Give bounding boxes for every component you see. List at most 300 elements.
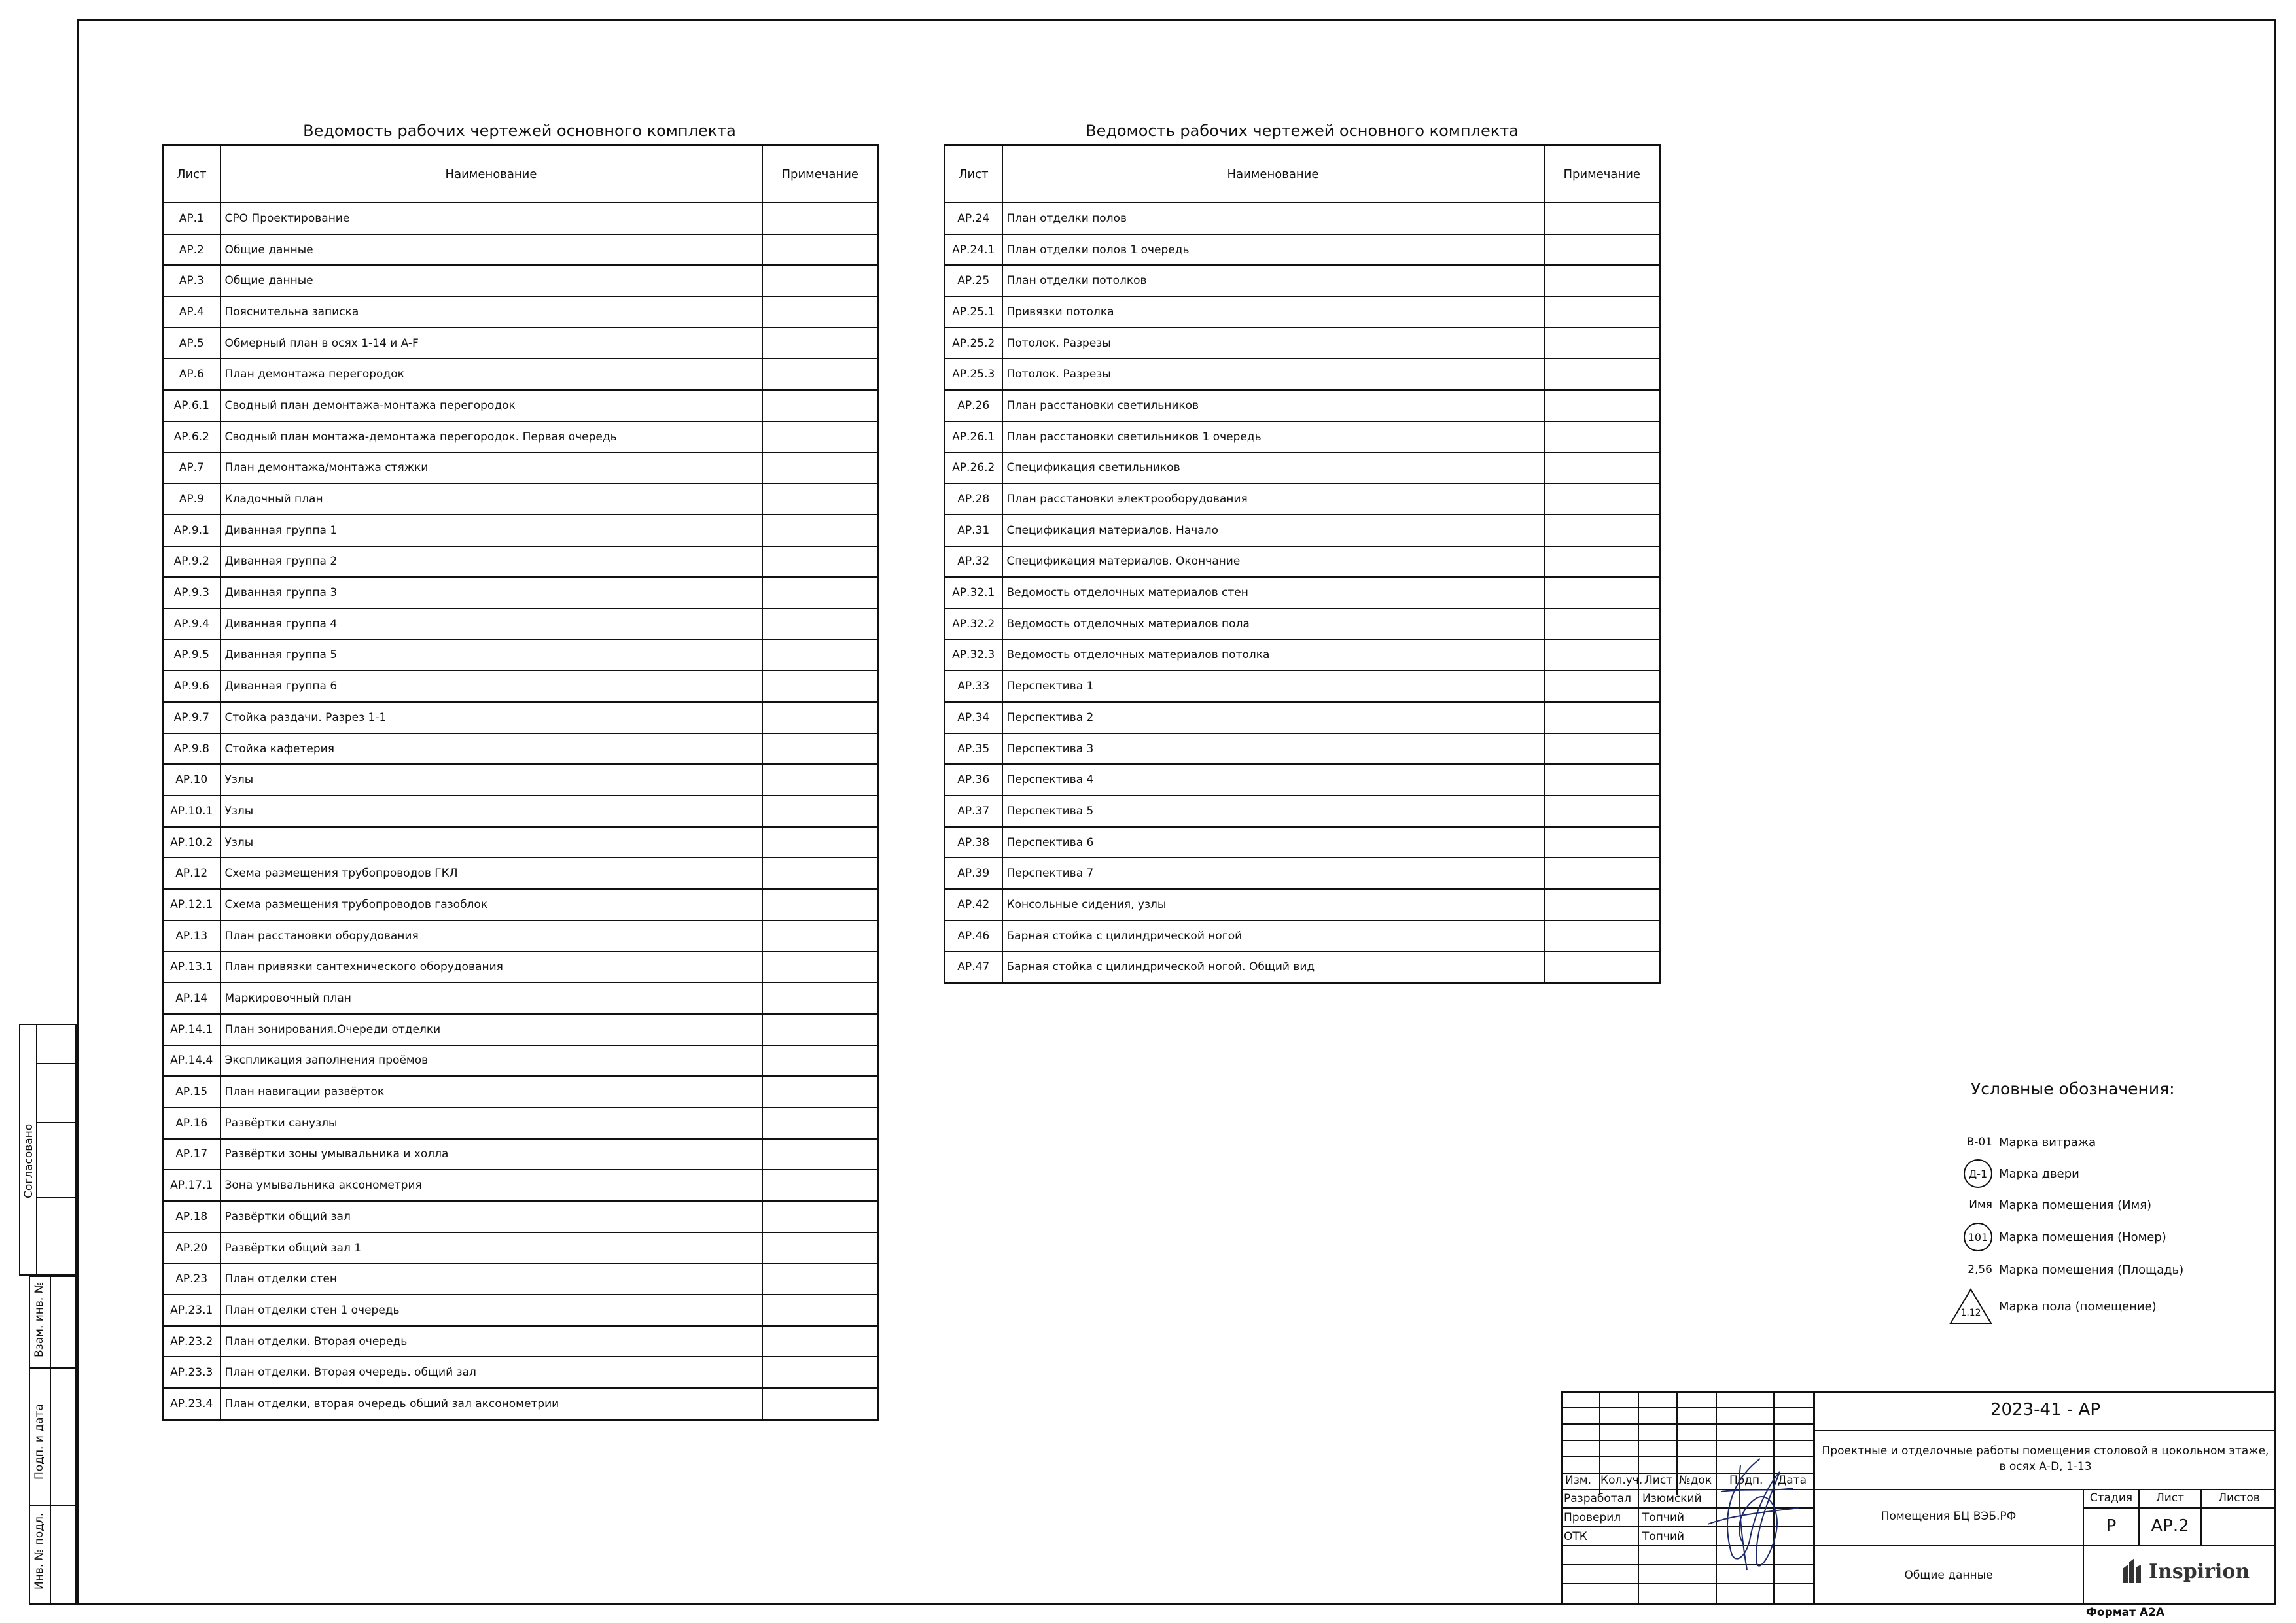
tb-col-doc: №док (1679, 1474, 1712, 1487)
sheet-code: АР.14.1 (163, 1014, 221, 1045)
col-header-note: Примечание (1544, 145, 1661, 203)
sheet-code: АР.7 (163, 453, 221, 484)
table-row (163, 827, 879, 858)
sheet-code: АР.9.2 (163, 546, 221, 578)
sheet-title: План расстановки светильников (1002, 390, 1544, 421)
table-row (945, 858, 1661, 889)
sheet-note (1544, 858, 1661, 889)
legend-label: Марка помещения (Площадь) (1999, 1263, 2184, 1277)
sheet-title: Узлы (221, 795, 762, 827)
sheet-note (1544, 795, 1661, 827)
sheet-code: АР.24.1 (945, 234, 1002, 266)
sheet-title: СРО Проектирование (221, 203, 762, 234)
sheet-code: АР.10 (163, 764, 221, 795)
table-row (945, 265, 1661, 296)
table-row (163, 358, 879, 390)
sheet-title: Перспектива 2 (1002, 702, 1544, 733)
sheet-title: Диванная группа 2 (221, 546, 762, 578)
sheet-note (762, 1295, 879, 1326)
sheet-title: План отделки. Вторая очередь. общий зал (221, 1357, 762, 1388)
legend-mark-window: В-01 (1966, 1136, 1992, 1149)
table-row (163, 1326, 879, 1357)
table-row (945, 577, 1661, 608)
sheet-title: План отделки. Вторая очередь (221, 1326, 762, 1357)
sheet-code: АР.24 (945, 203, 1002, 234)
table-row (945, 733, 1661, 765)
sheet-title: План зонирования.Очереди отделки (221, 1014, 762, 1045)
sheet-title: Диванная группа 5 (221, 640, 762, 671)
sheet-code: АР.9 (163, 483, 221, 515)
sheet-code: АР.23.1 (163, 1295, 221, 1326)
sheet-title: Стойка раздачи. Разрез 1-1 (221, 702, 762, 733)
format-label: Формат А2А (2086, 1606, 2164, 1619)
stamp-agreed: Согласовано (22, 1123, 35, 1198)
sheet-title: Перспектива 3 (1002, 733, 1544, 765)
legend-mark-room-number: 101 (1964, 1223, 1992, 1251)
sheet-note (1544, 421, 1661, 453)
sheet-code: АР.42 (945, 889, 1002, 920)
sheet-code: АР.9.3 (163, 577, 221, 608)
sheet-title: Консольные сидения, узлы (1002, 889, 1544, 920)
sheet-note (1544, 671, 1661, 702)
sheet-note (762, 1388, 879, 1420)
sheet-title: Барная стойка с цилиндрической ногой. Общий вид (1002, 952, 1544, 983)
legend-label: Марка помещения (Имя) (1999, 1198, 2152, 1212)
right-table-title: Ведомость рабочих чертежей основного комплекта (1086, 122, 1519, 140)
sheet-code: АР.9.6 (163, 671, 221, 702)
sheet-note (1544, 608, 1661, 640)
legend-item (1947, 1253, 2183, 1286)
table-row (163, 1014, 879, 1045)
sheet-note (762, 1139, 879, 1170)
sheet-note (762, 640, 879, 671)
sheet-note (762, 265, 879, 296)
sheet-note (762, 1357, 879, 1388)
sheet-note (762, 702, 879, 733)
legend-title: Условные обозначения: (1971, 1079, 2175, 1098)
sheet-note (762, 328, 879, 359)
sheet-note (762, 1263, 879, 1295)
sheet-title: Диванная группа 1 (221, 515, 762, 546)
table-row (163, 952, 879, 983)
legend-mark-room-name: Имя (1969, 1198, 1992, 1212)
sheet-title: План отделки стен (221, 1263, 762, 1295)
table-row (163, 1357, 879, 1388)
sheet-note (762, 453, 879, 484)
table-row (163, 702, 879, 733)
table-row (945, 764, 1661, 795)
table-row (163, 1201, 879, 1232)
sheet-code: АР.9.5 (163, 640, 221, 671)
tb-col-izm: Изм. (1565, 1474, 1591, 1487)
sheet-note (762, 1170, 879, 1201)
table-row (163, 421, 879, 453)
sheet-title: План отделки полов 1 очередь (1002, 234, 1544, 266)
sheet-code: АР.2 (163, 234, 221, 266)
table-row (163, 515, 879, 546)
table-row (945, 483, 1661, 515)
left-table-title: Ведомость рабочих чертежей основного комплекта (303, 122, 736, 140)
sheet-title: Общие данные (221, 234, 762, 266)
table-row (945, 920, 1661, 952)
sheet-note (1544, 483, 1661, 515)
sheet-note (1544, 358, 1661, 390)
table-row (163, 1388, 879, 1420)
sheet-code: АР.26.1 (945, 421, 1002, 453)
sheet-note (762, 671, 879, 702)
legend-item (1947, 1189, 2183, 1221)
table-row (945, 608, 1661, 640)
table-row (163, 795, 879, 827)
sheet-code: АР.46 (945, 920, 1002, 952)
sheet-title: Спецификация материалов. Окончание (1002, 546, 1544, 578)
sheet-title: План отделки, вторая очередь общий зал аксонометрии (221, 1388, 762, 1420)
legend-list (1947, 1126, 2183, 1327)
sheet-note (762, 952, 879, 983)
sheet-title: Сводный план монтажа-демонтажа перегородок. Первая очередь (221, 421, 762, 453)
table-row (945, 328, 1661, 359)
sheet-code: АР.17.1 (163, 1170, 221, 1201)
sheet-title: Схема размещения трубопроводов газоблок (221, 889, 762, 920)
legend-label: Марка двери (1999, 1166, 2079, 1181)
sheet-title: План расстановки электрооборудования (1002, 483, 1544, 515)
sheet-title: Ведомость отделочных материалов потолка (1002, 640, 1544, 671)
sheet-note (762, 296, 879, 328)
sheet-title: Привязки потолка (1002, 296, 1544, 328)
sheet-note (762, 1045, 879, 1077)
sheet-code: АР.26.2 (945, 453, 1002, 484)
sheet-title: Схема размещения трубопроводов ГКЛ (221, 858, 762, 889)
sheet-code: АР.13.1 (163, 952, 221, 983)
tb-stage-label: Стадия (2089, 1492, 2133, 1505)
sheet-code: АР.28 (945, 483, 1002, 515)
table-row (163, 764, 879, 795)
sheet-code: АР.9.4 (163, 608, 221, 640)
sheet-title: Спецификация светильников (1002, 453, 1544, 484)
sheet-code: АР.38 (945, 827, 1002, 858)
tb-object-name: Помещения БЦ ВЭБ.РФ (1881, 1510, 2017, 1523)
sheet-note (762, 1201, 879, 1232)
sheet-note (1544, 577, 1661, 608)
sheet-code: АР.35 (945, 733, 1002, 765)
sheet-title: Барная стойка с цилиндрической ногой (1002, 920, 1544, 952)
sheet-code: АР.25.3 (945, 358, 1002, 390)
table-row (163, 920, 879, 952)
sheet-note (762, 827, 879, 858)
sheet-title: Развёртки зоны умывальника и холла (221, 1139, 762, 1170)
sheet-title: План расстановки светильников 1 очередь (1002, 421, 1544, 453)
table-row (163, 640, 879, 671)
table-row (945, 515, 1661, 546)
sheet-note (1544, 390, 1661, 421)
table-row (163, 608, 879, 640)
sheet-code: АР.26 (945, 390, 1002, 421)
sheet-note (762, 920, 879, 952)
sheet-code: АР.9.8 (163, 733, 221, 765)
sheet-note (1544, 952, 1661, 983)
sheet-code: АР.23.2 (163, 1326, 221, 1357)
table-row (163, 483, 879, 515)
sheet-title: Сводный план демонтажа-монтажа перегородок (221, 390, 762, 421)
tb-col-sign: Подп. (1729, 1474, 1763, 1487)
sheet-note (762, 234, 879, 266)
sheet-code: АР.9.1 (163, 515, 221, 546)
table-row (163, 1045, 879, 1077)
sheet-title: Перспектива 4 (1002, 764, 1544, 795)
legend-item (1947, 1126, 2183, 1158)
sheet-code: АР.13 (163, 920, 221, 952)
sheet-note (1544, 265, 1661, 296)
table-row (945, 952, 1661, 983)
sheet-note (762, 795, 879, 827)
table-row (163, 328, 879, 359)
legend-label: Марка пола (помещение) (1999, 1299, 2157, 1314)
sheet-code: АР.31 (945, 515, 1002, 546)
sheet-code: АР.36 (945, 764, 1002, 795)
table-row (163, 296, 879, 328)
sheet-note (762, 764, 879, 795)
legend-item (1947, 1221, 2183, 1253)
sheet-note (762, 889, 879, 920)
table-row (163, 1170, 879, 1201)
table-row (163, 1108, 879, 1139)
sheet-title: Узлы (221, 764, 762, 795)
sheet-code: АР.47 (945, 952, 1002, 983)
sheet-title: Ведомость отделочных материалов пола (1002, 608, 1544, 640)
sheet-code: АР.25.2 (945, 328, 1002, 359)
sheet-code: АР.32.1 (945, 577, 1002, 608)
tb-col-list: Лист (1644, 1474, 1673, 1487)
sheet-title: Развёртки общий зал (221, 1201, 762, 1232)
sheet-title: Пояснительна записка (221, 296, 762, 328)
sheet-code: АР.15 (163, 1076, 221, 1108)
sheet-code: АР.16 (163, 1108, 221, 1139)
sheet-title: Ведомость отделочных материалов стен (1002, 577, 1544, 608)
sheet-title: Общие данные (221, 265, 762, 296)
sheet-code: АР.23.3 (163, 1357, 221, 1388)
table-row (945, 296, 1661, 328)
sheet-code: АР.23 (163, 1263, 221, 1295)
sheet-title: Обмерный план в осях 1-14 и A-F (221, 328, 762, 359)
legend-label: Марка помещения (Номер) (1999, 1230, 2166, 1244)
sheet-code: АР.14 (163, 983, 221, 1014)
table-row (163, 453, 879, 484)
legend-label: Марка витража (1999, 1135, 2096, 1149)
triangle-icon (1949, 1288, 1992, 1325)
sheet-title: Диванная группа 3 (221, 577, 762, 608)
sheet-note (762, 733, 879, 765)
table-row (945, 827, 1661, 858)
tb-role-developer: Разработал (1564, 1492, 1631, 1505)
sheet-code: АР.17 (163, 1139, 221, 1170)
table-row (945, 702, 1661, 733)
tb-name-developer: Изюмский (1642, 1492, 1702, 1505)
table-row (163, 546, 879, 578)
table-row (163, 203, 879, 234)
sheet-title: Развёртки общий зал 1 (221, 1232, 762, 1264)
sheet-note (762, 483, 879, 515)
sheet-note (1544, 702, 1661, 733)
sheet-code: АР.10.2 (163, 827, 221, 858)
sheet-code: АР.20 (163, 1232, 221, 1264)
sheet-note (1544, 296, 1661, 328)
table-row (945, 671, 1661, 702)
stamp-sign-date: Подп. и дата (33, 1404, 46, 1480)
table-row (163, 1232, 879, 1264)
sheet-title: План демонтажа/монтажа стяжки (221, 453, 762, 484)
legend-mark-floor: 1.12 (1960, 1308, 1981, 1318)
sheet-note (762, 1232, 879, 1264)
sheet-note (1544, 733, 1661, 765)
col-header-sheet: Лист (163, 145, 221, 203)
sheet-code: АР.37 (945, 795, 1002, 827)
sheet-code: АР.10.1 (163, 795, 221, 827)
table-row (163, 983, 879, 1014)
table-row (945, 203, 1661, 234)
company-logo (2120, 1558, 2250, 1584)
sheet-note (1544, 920, 1661, 952)
sheet-code: АР.34 (945, 702, 1002, 733)
sheet-code: АР.32 (945, 546, 1002, 578)
sheet-title: Перспектива 1 (1002, 671, 1544, 702)
table-row (945, 453, 1661, 484)
sheet-title: Кладочный план (221, 483, 762, 515)
sheet-title: План навигации развёрток (221, 1076, 762, 1108)
sheet-note (1544, 889, 1661, 920)
table-row (163, 234, 879, 266)
sheet-title: Спецификация материалов. Начало (1002, 515, 1544, 546)
sheet-code: АР.6.2 (163, 421, 221, 453)
company-name: Inspirion (2149, 1560, 2250, 1583)
sheet-code: АР.12 (163, 858, 221, 889)
tb-document-code: 2023-41 - АР (1990, 1400, 2100, 1420)
sheet-note (762, 608, 879, 640)
sheet-note (762, 390, 879, 421)
building-icon (2120, 1558, 2144, 1584)
tb-project-title: Проектные и отделочные работы помещения столовой в цокольном этаже, в осях А-D, 1-13 (1822, 1444, 2269, 1473)
sheet-title: Зона умывальника аксонометрия (221, 1170, 762, 1201)
table-row (945, 421, 1661, 453)
stamp-inv-replace: Взам. инв. № (33, 1282, 46, 1357)
sheet-code: АР.12.1 (163, 889, 221, 920)
col-header-note: Примечание (762, 145, 879, 203)
sheet-note (762, 1014, 879, 1045)
right-sheet-register (944, 144, 1661, 984)
sheet-note (762, 858, 879, 889)
sheet-title: План отделки стен 1 очередь (221, 1295, 762, 1326)
tb-sheets-label: Листов (2218, 1492, 2260, 1505)
left-sheet-register (162, 144, 879, 1421)
tb-col-kolich: Кол.уч. (1600, 1474, 1643, 1487)
sheet-note (762, 1108, 879, 1139)
table-row (163, 858, 879, 889)
tb-sheet-name: Общие данные (1904, 1569, 1993, 1582)
sheet-code: АР.33 (945, 671, 1002, 702)
tb-role-checker: Проверил (1564, 1511, 1621, 1524)
sheet-code: АР.39 (945, 858, 1002, 889)
sheet-title: Диванная группа 4 (221, 608, 762, 640)
sheet-note (762, 358, 879, 390)
table-row (945, 889, 1661, 920)
table-row (163, 733, 879, 765)
sheet-note (762, 1076, 879, 1108)
sheet-title: План отделки полов (1002, 203, 1544, 234)
table-row (163, 1139, 879, 1170)
table-row (163, 265, 879, 296)
signature-image (1695, 1452, 1806, 1577)
sheet-code: АР.25 (945, 265, 1002, 296)
sheet-note (1544, 546, 1661, 578)
sheet-code: АР.9.7 (163, 702, 221, 733)
tb-sheet-label: Лист (2155, 1492, 2185, 1505)
sheet-title: План демонтажа перегородок (221, 358, 762, 390)
sheet-note (1544, 328, 1661, 359)
sheet-code: АР.6 (163, 358, 221, 390)
table-row (163, 390, 879, 421)
table-row (945, 358, 1661, 390)
col-header-name: Наименование (1002, 145, 1544, 203)
sheet-title: Перспектива 5 (1002, 795, 1544, 827)
sheet-title: Перспектива 7 (1002, 858, 1544, 889)
sheet-note (1544, 640, 1661, 671)
sheet-code: АР.1 (163, 203, 221, 234)
sheet-note (762, 203, 879, 234)
tb-stage-value: Р (2106, 1516, 2117, 1536)
tb-name-checker: Топчий (1642, 1511, 1685, 1524)
sheet-note (762, 983, 879, 1014)
table-row (163, 1263, 879, 1295)
legend-mark-room-area: 2,56 (1968, 1263, 1992, 1276)
sheet-note (762, 1326, 879, 1357)
sheet-note (1544, 764, 1661, 795)
sheet-title: Маркировочный план (221, 983, 762, 1014)
sheet-title: Стойка кафетерия (221, 733, 762, 765)
sheet-code: АР.4 (163, 296, 221, 328)
sheet-title: План отделки потолков (1002, 265, 1544, 296)
table-row (163, 1076, 879, 1108)
stamp-inv-orig: Инв. № подл. (33, 1512, 46, 1590)
sheet-code: АР.3 (163, 265, 221, 296)
sheet-title: Узлы (221, 827, 762, 858)
sheet-code: АР.32.2 (945, 608, 1002, 640)
legend-item (1947, 1158, 2183, 1189)
sheet-title: План привязки сантехнического оборудования (221, 952, 762, 983)
sheet-note (1544, 234, 1661, 266)
tb-col-date: Дата (1778, 1474, 1807, 1487)
table-row (163, 1295, 879, 1326)
col-header-name: Наименование (221, 145, 762, 203)
table-row (945, 640, 1661, 671)
col-header-sheet: Лист (945, 145, 1002, 203)
sheet-code: АР.14.4 (163, 1045, 221, 1077)
tb-sheet-value: АР.2 (2151, 1516, 2189, 1536)
sheet-note (1544, 515, 1661, 546)
sheet-title: План расстановки оборудования (221, 920, 762, 952)
sheet-code: АР.6.1 (163, 390, 221, 421)
sheet-title: Развёртки санузлы (221, 1108, 762, 1139)
sheet-code: АР.23.4 (163, 1388, 221, 1420)
sheet-note (1544, 453, 1661, 484)
legend-mark-door: Д-1 (1964, 1159, 1992, 1188)
table-row (945, 234, 1661, 266)
sheet-note (762, 577, 879, 608)
table-row (163, 577, 879, 608)
sheet-note (762, 515, 879, 546)
sheet-title: Перспектива 6 (1002, 827, 1544, 858)
sheet-code: АР.5 (163, 328, 221, 359)
sheet-code: АР.32.3 (945, 640, 1002, 671)
sheet-code: АР.25.1 (945, 296, 1002, 328)
